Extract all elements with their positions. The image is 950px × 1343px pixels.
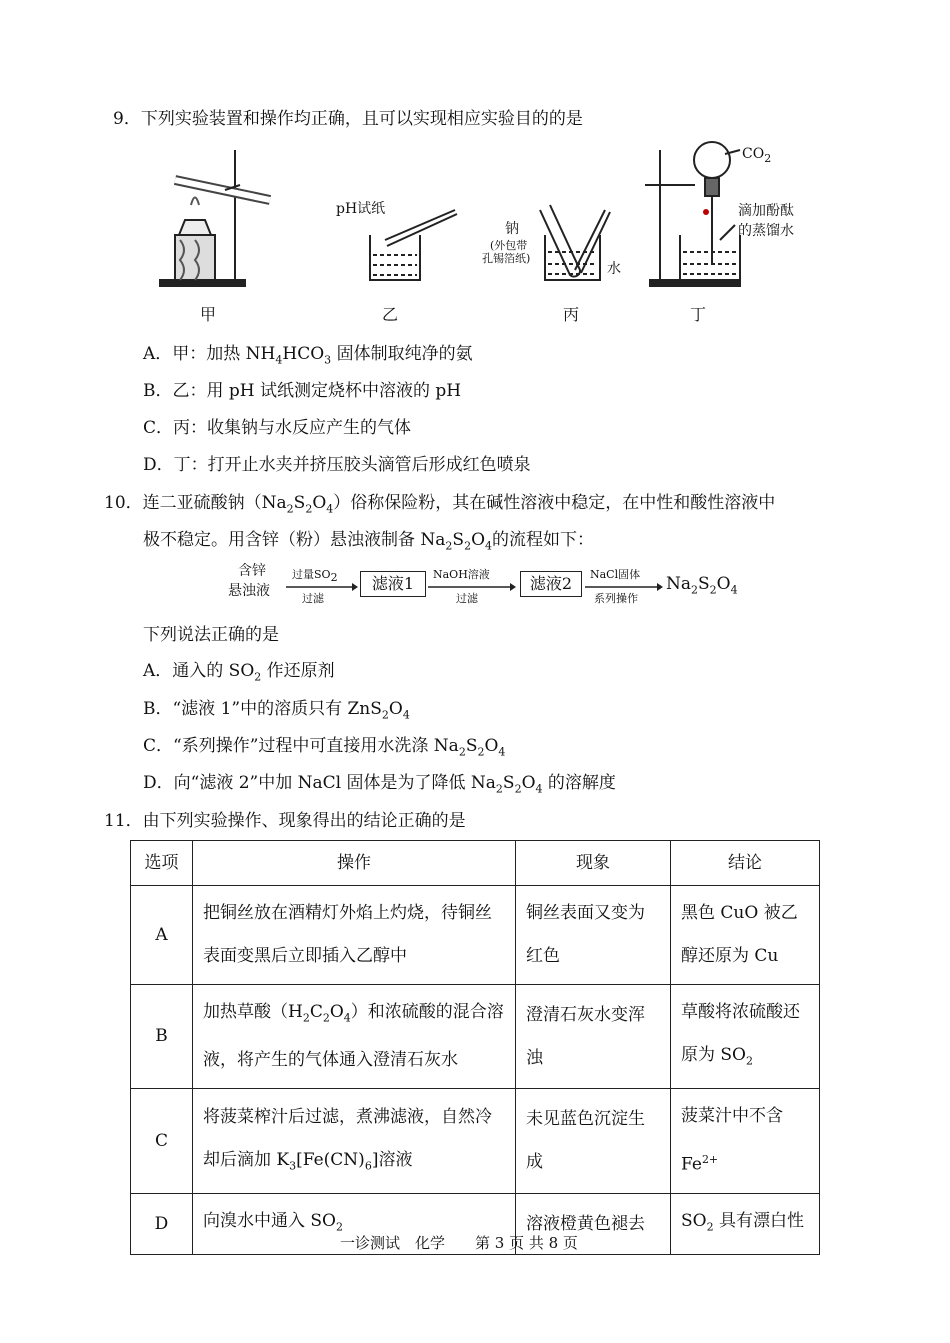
flow-arrow3-top: NaCl固体 <box>590 568 641 581</box>
flow-start-2: 悬浊液 <box>228 583 270 599</box>
row-c-conclusion: 菠菜汁中不含 $Fe^{2+}$ <box>671 1089 820 1194</box>
label-co2: $CO_2$ <box>742 146 772 165</box>
q9-option-c: C．丙：收集钠与水反应产生的气体 <box>143 418 412 438</box>
q9-apparatus-diagrams <box>155 140 795 300</box>
row-a-phenomenon: 铜丝表面又变为红色 <box>516 886 671 985</box>
label-sodium-note2: 孔锡箔纸) <box>482 252 531 265</box>
label-water: 水 <box>607 261 621 277</box>
row-c-phenomenon: 未见蓝色沉淀生成 <box>516 1089 671 1194</box>
q9-option-b: B．乙：用 pH 试纸测定烧杯中溶液的 pH <box>143 381 462 401</box>
q11-stem: 11．由下列实验操作、现象得出的结论正确的是 <box>104 811 466 831</box>
flow-arrow1-top: 过量$SO_2$ <box>292 568 338 585</box>
table-header-row <box>131 841 820 886</box>
apparatus-yi <box>370 210 457 280</box>
q10-option-b: B．“滤液 1”中的溶质只有 $ZnS_2O_4$ <box>143 699 410 722</box>
flow-end-product: $Na_2S_2O_4$ <box>666 574 738 597</box>
header-option: 选项 <box>131 841 193 886</box>
header-phenomenon: 现象 <box>516 841 671 886</box>
row-a-conclusion: 黑色 CuO 被乙醇还原为 Cu <box>671 886 820 985</box>
q9-option-d: D．丁：打开止水夹并挤压胶头滴管后形成红色喷泉 <box>143 455 531 475</box>
table-row <box>131 985 820 1089</box>
q10-option-c: C．“系列操作”过程中可直接用水洗涤 $Na_2S_2O_4$ <box>143 736 506 759</box>
row-b-conclusion: 草酸将浓硫酸还原为 $SO_2$ <box>671 985 820 1089</box>
row-b-phenomenon: 澄清石灰水变浑浊 <box>516 985 671 1089</box>
q10-prompt: 下列说法正确的是 <box>143 625 279 645</box>
header-conclusion: 结论 <box>671 841 820 886</box>
label-ding: 丁 <box>689 305 706 324</box>
apparatus-ding <box>645 142 740 286</box>
table-row <box>131 1089 820 1194</box>
flow-arrow2-bottom: 过滤 <box>456 592 478 605</box>
flow-arrow2-top: NaOH溶液 <box>433 568 490 581</box>
q9-option-a: A．甲：加热 $NH_4HCO_3$ 固体制取纯净的氨 <box>143 344 473 367</box>
row-d-phenomenon: 溶液橙黄色褪去 <box>516 1194 671 1255</box>
row-d-conclusion: $SO_2$ 具有漂白性 <box>671 1194 820 1255</box>
q10-option-a: A．通入的 $SO_2$ 作还原剂 <box>143 661 335 684</box>
label-yi: 乙 <box>381 305 398 324</box>
label-bing: 丙 <box>562 305 579 324</box>
header-operation: 操作 <box>193 841 516 886</box>
row-a-option: A <box>131 886 193 985</box>
flow-box-filtrate2: 滤液2 <box>520 571 582 597</box>
apparatus-jia <box>160 150 270 286</box>
label-phenol2: 的蒸馏水 <box>738 223 794 239</box>
q10-option-d: D．向“滤液 2”中加 NaCl 固体是为了降低 $Na_2S_2O_4$ 的溶解度 <box>143 773 616 796</box>
q10-stem-line1: 10．连二亚硫酸钠$(Na_2S_2O_4)$俗称保险粉，其在碱性溶液中稳定，在中性和酸性溶液中 <box>104 493 776 516</box>
flow-box-filtrate1: 滤液1 <box>360 571 426 597</box>
label-phenol1: 滴加酚酞 <box>738 203 794 219</box>
flow-arrow1-bottom: 过滤 <box>302 592 324 605</box>
row-c-operation: 将菠菜榨汁后过滤，煮沸滤液，自然冷却后滴加 $K_3[Fe(CN)_6]$溶液 <box>193 1089 516 1194</box>
page-footer: 一诊测试 化学 第 3 页 共 8 页 <box>340 1234 578 1252</box>
q10-stem-line2: 极不稳定。用含锌（粉）悬浊液制备 $Na_2S_2O_4$的流程如下： <box>143 530 595 553</box>
label-jia: 甲 <box>199 305 216 324</box>
q11-table <box>130 840 820 1255</box>
row-c-option: C <box>131 1089 193 1194</box>
label-ph-paper: pH试纸 <box>336 201 386 217</box>
row-b-option: B <box>131 985 193 1089</box>
flow-start-1: 含锌 <box>238 563 266 579</box>
flow-arrow3-bottom: 系列操作 <box>594 592 638 605</box>
label-sodium: 钠 <box>505 221 519 237</box>
row-a-operation: 把铜丝放在酒精灯外焰上灼烧，待铜丝表面变黑后立即插入乙醇中 <box>193 886 516 985</box>
row-d-operation: 向溴水中通入 $SO_2$ <box>193 1194 516 1255</box>
q9-stem: 9．下列实验装置和操作均正确，且可以实现相应实验目的的是 <box>113 109 583 129</box>
row-d-option: D <box>131 1194 193 1255</box>
table-row <box>131 886 820 985</box>
apparatus-bing <box>540 205 610 280</box>
row-b-operation: 加热草酸$(H_2C_2O_4)$和浓硫酸的混合溶液，将产生的气体通入澄清石灰水 <box>193 985 516 1089</box>
label-sodium-note1: (外包带 <box>490 239 528 252</box>
